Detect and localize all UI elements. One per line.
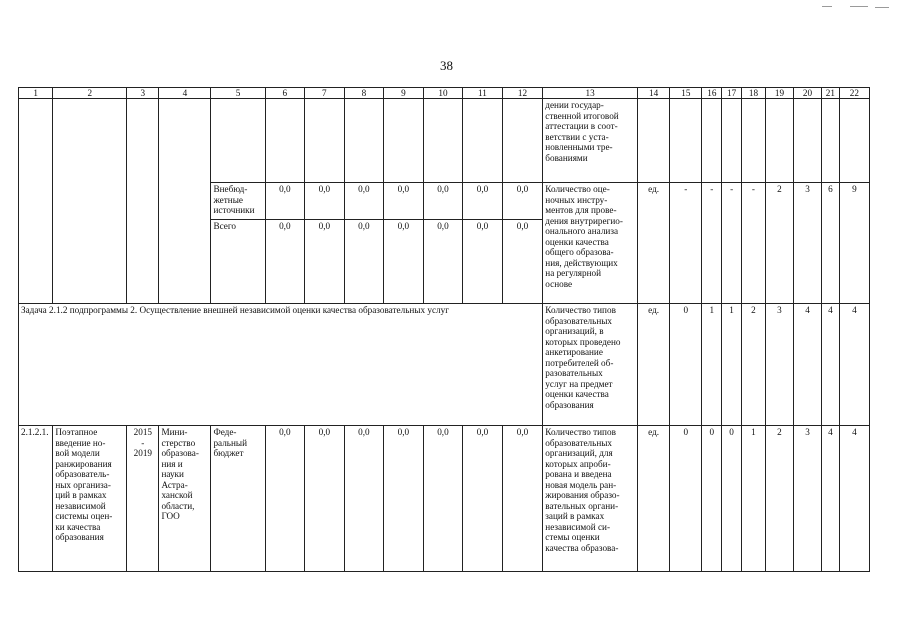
year-value: 3 [793,183,821,304]
cell-empty [637,99,669,183]
year-value: 2 [741,304,765,426]
unit-cell: ед. [637,304,669,426]
year-value: 4 [822,304,840,426]
column-number: 3 [127,88,159,99]
column-number: 12 [502,88,543,99]
unit-cell: ед. [637,183,669,304]
year-value: 0 [670,426,702,572]
item-name: Поэтапное введение но- вой модели ранжирования образователь- ных организа- ций в рамках независимой системы оцен- ки качества образования [53,426,127,572]
year-value: 1 [722,304,742,426]
cell-empty [741,99,765,183]
year-value: 4 [793,304,821,426]
cell-empty [19,99,53,304]
year-value: 9 [839,183,869,304]
column-number-row [19,88,870,99]
funding-value: 0,0 [502,426,543,572]
item-number: 2.1.2.1. [19,426,53,572]
funding-value: 0,0 [384,220,424,304]
column-number: 6 [265,88,305,99]
year-value: 6 [822,183,840,304]
cell-empty [839,99,869,183]
column-number: 7 [305,88,345,99]
funding-value: 0,0 [344,426,384,572]
cell-empty [463,99,503,183]
funding-value: 0,0 [463,220,503,304]
column-number: 16 [702,88,722,99]
cell-empty [822,99,840,183]
column-number: 5 [211,88,265,99]
year-value: 0 [722,426,742,572]
funding-value: 0,0 [463,426,503,572]
year-value: - [670,183,702,304]
column-number: 14 [637,88,669,99]
task-title: Задача 2.1.2 подпрограммы 2. Осуществление внешней независимой оценки качества образовательных услуг [19,304,543,426]
cell-empty [793,99,821,183]
funding-value: 0,0 [502,183,543,220]
year-value: 4 [839,426,869,572]
cell-empty [305,99,345,183]
unit-cell: ед. [637,426,669,572]
indicator-text: Количество оце- ночных инстру- ментов для прове- дения внутрирегио- онального анализа оценки качества общего образова- ния, действующих на регулярной основе [543,183,638,304]
cell-empty [53,99,127,304]
cell-empty [423,99,463,183]
cell-empty [722,99,742,183]
column-number: 20 [793,88,821,99]
year-value: 1 [741,426,765,572]
item-row [19,426,870,572]
cell-empty [344,99,384,183]
cell-empty [384,99,424,183]
year-value: 4 [839,304,869,426]
year-value: - [741,183,765,304]
column-number: 21 [822,88,840,99]
column-number: 1 [19,88,53,99]
page-number: 38 [440,58,453,73]
column-number: 19 [765,88,793,99]
year-value: 3 [793,426,821,572]
column-number: 2 [53,88,127,99]
indicator-text: Количество типов образовательных организаций, для которых апроби- рована и введена новая модель ран- жирования образо- вательных органи- заций в рамках независимой си- стемы оценки качества образова- [543,426,638,572]
funding-value: 0,0 [305,183,345,220]
column-number: 13 [543,88,638,99]
year-value: 1 [702,304,722,426]
funding-value: 0,0 [265,220,305,304]
cell-empty [127,99,159,304]
funding-source: Всего [211,220,265,304]
year-value: 0 [702,426,722,572]
scan-speck [850,6,868,7]
funding-value: 0,0 [463,183,503,220]
funding-value: 0,0 [384,426,424,572]
funding-value: 0,0 [305,220,345,304]
column-number: 18 [741,88,765,99]
year-value: 0 [670,304,702,426]
year-value: - [722,183,742,304]
funding-value: 0,0 [502,220,543,304]
scan-speck [822,6,832,7]
column-number: 10 [423,88,463,99]
funding-value: 0,0 [423,426,463,572]
funding-value: 0,0 [265,426,305,572]
year-value: 2 [765,426,793,572]
item-executor: Мини- стерство образова- ния и науки Астра- ханской области, ГОО [159,426,211,572]
indicator-text: Количество типов образовательных организаций, в которых проведено анкетирование потребителей об- разовательных услуг на предмет оценки качества образования [543,304,638,426]
funding-source: Внебюд- жетные источники [211,183,265,220]
year-value: - [702,183,722,304]
funding-value: 0,0 [344,183,384,220]
funding-value: 0,0 [384,183,424,220]
scan-speck [875,7,889,8]
program-table [18,87,870,572]
cell-empty [765,99,793,183]
column-number: 4 [159,88,211,99]
task-row [19,304,870,426]
column-number: 8 [344,88,384,99]
column-number: 9 [384,88,424,99]
item-period: 2015 - 2019 [127,426,159,572]
funding-value: 0,0 [423,220,463,304]
cell-empty [502,99,543,183]
cell-empty [265,99,305,183]
cell-empty [211,99,265,183]
funding-value: 0,0 [344,220,384,304]
indicator-text: дении государ- ственной итоговой аттестации в соот- ветствии с уста- новленными тре- бованиями [543,99,638,183]
cell-empty [670,99,702,183]
column-number: 17 [722,88,742,99]
continuation-row [19,99,870,183]
funding-value: 0,0 [423,183,463,220]
year-value: 3 [765,304,793,426]
year-value: 2 [765,183,793,304]
column-number: 22 [839,88,869,99]
column-number: 15 [670,88,702,99]
year-value: 4 [822,426,840,572]
cell-empty [702,99,722,183]
funding-value: 0,0 [305,426,345,572]
funding-source: Феде- ральный бюджет [211,426,265,572]
cell-empty [159,99,211,304]
funding-value: 0,0 [265,183,305,220]
column-number: 11 [463,88,503,99]
